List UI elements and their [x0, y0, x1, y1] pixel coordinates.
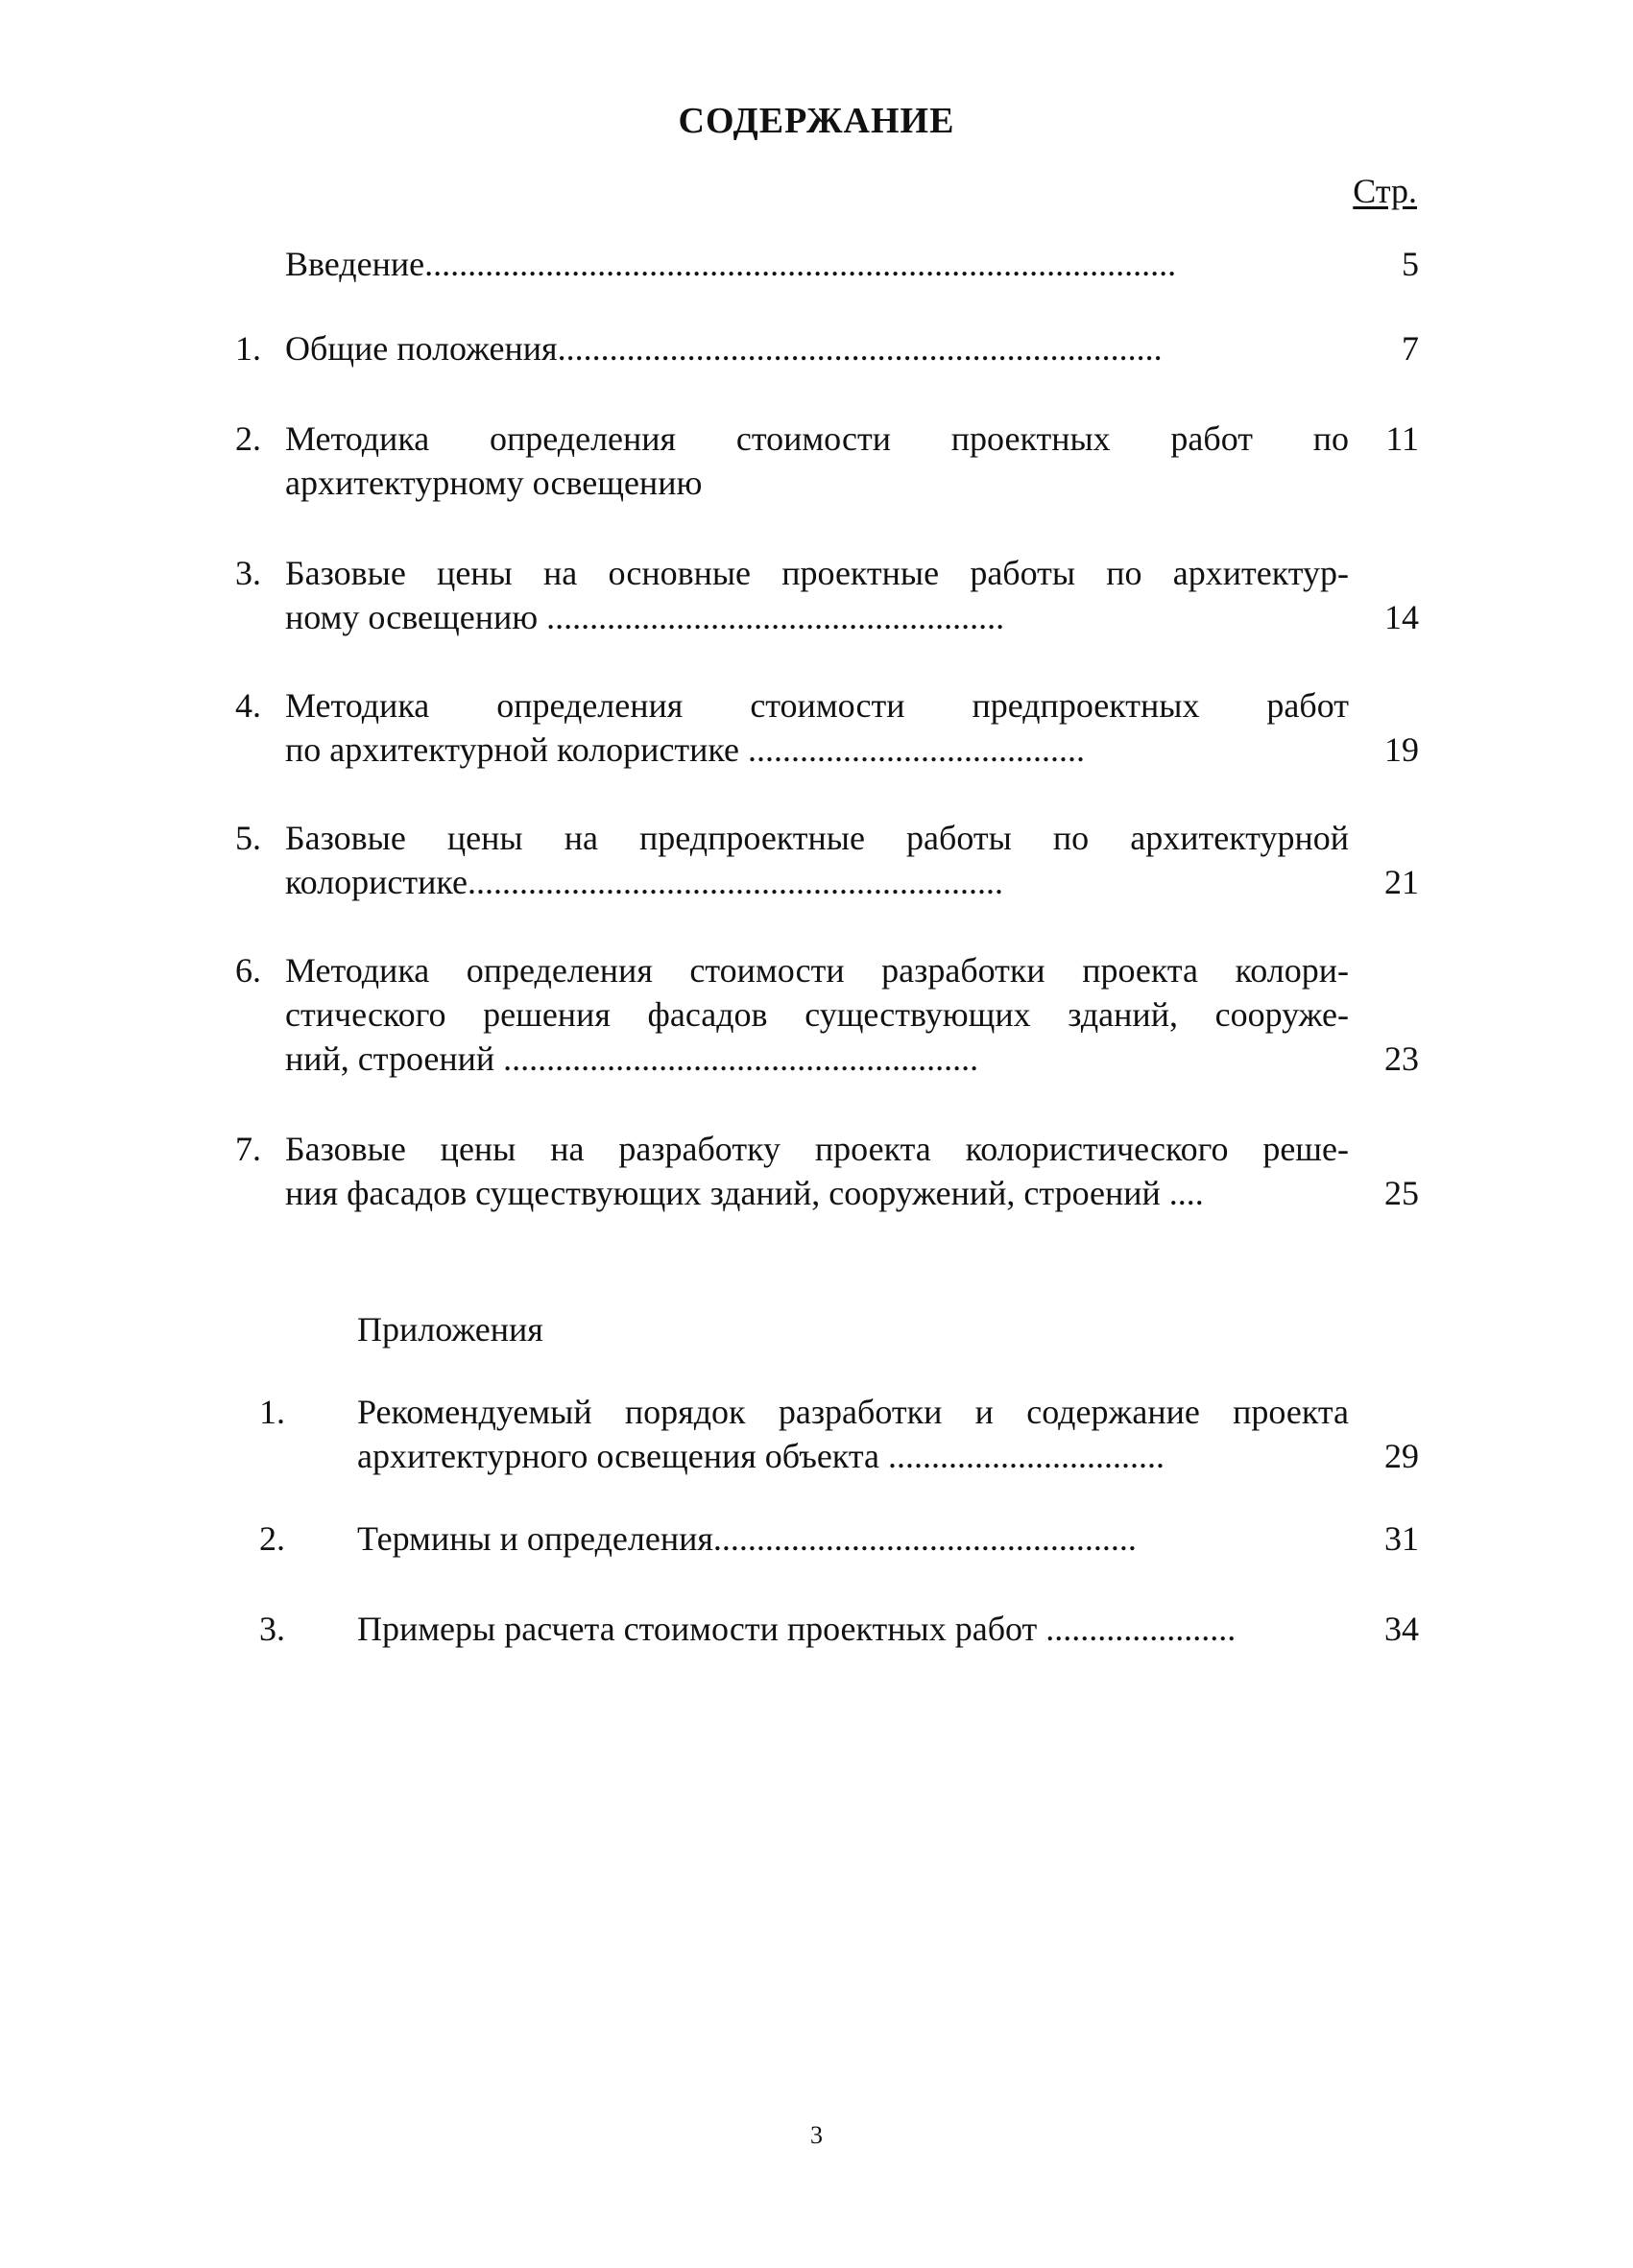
toc-entry-page: 5 [1402, 245, 1419, 283]
appendix-entry-number: 2. [259, 1519, 285, 1558]
toc-entry-number: 2. [235, 419, 261, 458]
toc-entry-text [285, 326, 1349, 370]
toc-entry-page: 23 [1384, 1039, 1419, 1078]
appendix-entry-page: 31 [1384, 1519, 1419, 1558]
toc-entry-page: 7 [1402, 329, 1419, 368]
appendix-entry-line: Рекомендуемый порядок разработки и содержание проекта [357, 1393, 1349, 1431]
toc-entry-text [285, 816, 1349, 904]
appendix-entry-page: 29 [1384, 1437, 1419, 1475]
page-column-label: Стр. [1353, 172, 1417, 210]
appendix-entry-number: 1. [259, 1393, 285, 1431]
toc-entry-line: ному освещению ..................................................... [285, 598, 1005, 636]
appendix-entry-line: архитектурного освещения объекта ................................ [357, 1437, 1165, 1475]
toc-entry-line: по архитектурной колористике ....................................... [285, 730, 1085, 769]
toc-entry-line: Базовые цены на основные проектные работы по архитектур- [285, 554, 1349, 592]
page-title: СОДЕРЖАНИЕ [678, 101, 955, 141]
appendix-heading: Приложения [357, 1310, 543, 1349]
appendix-entry-text [357, 1516, 1349, 1561]
toc-entry-number: 4. [235, 686, 261, 725]
page-number: 3 [810, 2121, 823, 2149]
toc-entry-page: 21 [1384, 863, 1419, 901]
appendix-entry-page: 34 [1384, 1610, 1419, 1648]
appendix-entry-text [357, 1390, 1349, 1478]
toc-entry-line: Методика определения стоимости разработки проекта колори- [285, 951, 1349, 990]
toc-entry-page: 14 [1384, 598, 1419, 636]
toc-entry-text [285, 417, 1349, 505]
toc-entry-line: ний, строений ....................................................... [285, 1039, 979, 1078]
toc-entry-text [285, 551, 1349, 639]
toc-entry-line: колористике.............................................................. [285, 863, 1003, 901]
appendix-entry-number: 3. [259, 1610, 285, 1648]
toc-entry-page: 11 [1385, 419, 1419, 458]
toc-entry-line: Базовые цены на разработку проекта колористического реше- [285, 1130, 1349, 1168]
toc-entry-page: 25 [1384, 1174, 1419, 1212]
toc-entry-number: 6. [235, 951, 261, 990]
toc-entry-number: 3. [235, 554, 261, 592]
toc-entry-line: ния фасадов существующих зданий, сооружений, строений .... [285, 1174, 1204, 1212]
appendix-entry-text [357, 1607, 1349, 1651]
toc-entry-page: 19 [1384, 730, 1419, 769]
toc-entry-line: стического решения фасадов существующих зданий, сооруже- [285, 995, 1349, 1034]
toc-entry-text [285, 683, 1349, 772]
toc-entry-line: Методика определения стоимости предпроектных работ [285, 686, 1349, 725]
toc-entry-text [285, 948, 1349, 1081]
toc-entry-line: Общие положения...................................................................... [285, 329, 1163, 368]
toc-entry-number: 5. [235, 819, 261, 857]
toc-entry-line: Базовые цены на предпроектные работы по архитектурной [285, 819, 1349, 857]
toc-entry-number: 7. [235, 1130, 261, 1168]
appendix-entry-line: Примеры расчета стоимости проектных работ ...................... [357, 1610, 1237, 1648]
toc-entry-text [285, 242, 1349, 286]
toc-entry-number: 1. [235, 329, 261, 368]
toc-entry-text [285, 1127, 1349, 1215]
toc-entry-line: Методика определения стоимости проектных работ по [285, 419, 1349, 458]
toc-entry-line: Введение....................................................................................... [285, 245, 1177, 283]
toc-entry-line: архитектурному освещению [285, 464, 703, 502]
appendix-entry-line: Термины и определения................................................. [357, 1519, 1137, 1558]
